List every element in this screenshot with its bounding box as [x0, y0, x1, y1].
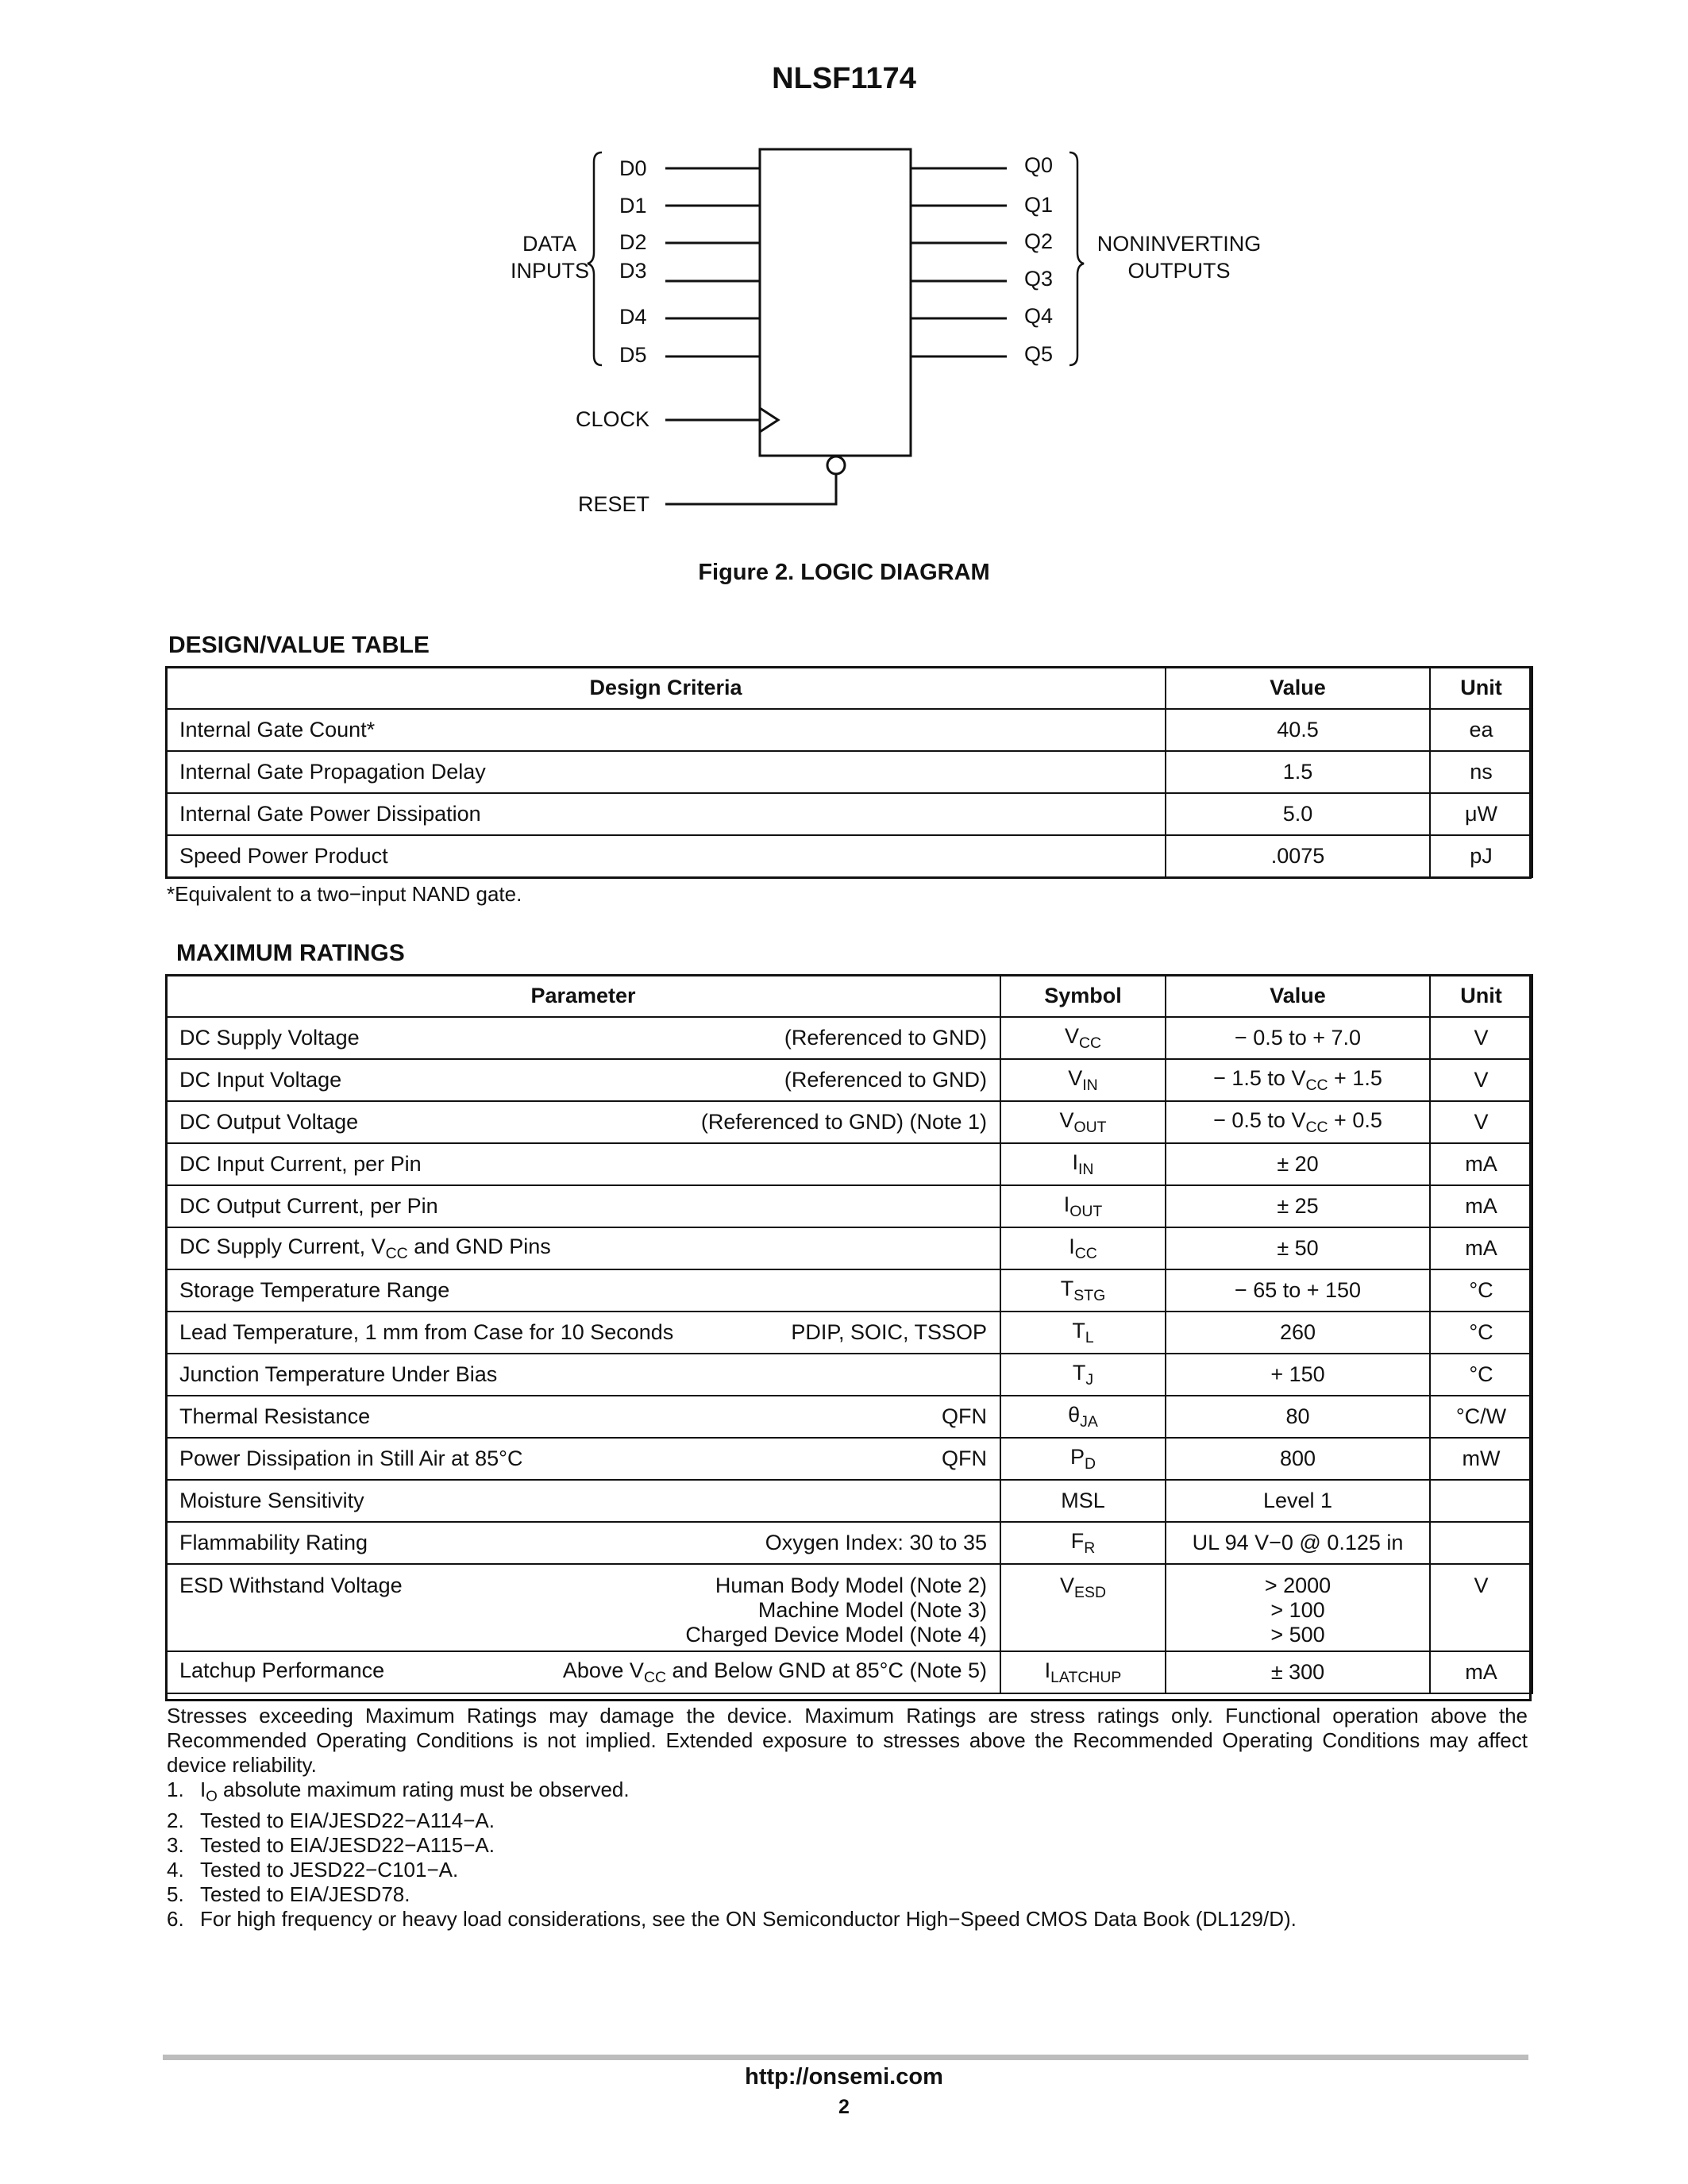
table-row — [166, 1143, 1532, 1185]
input-label-d2: D2 — [619, 230, 647, 254]
param-name: Junction Temperature Under Bias — [166, 1354, 1000, 1396]
max-ratings-header-row — [166, 975, 1532, 1017]
input-brace — [588, 152, 602, 365]
header-value: Value — [1166, 975, 1430, 1017]
list-item: 6. For high frequency or heavy load considerations, see the ON Semiconductor High−Speed CMOS Data Book (DL129/D). — [167, 1906, 1297, 1931]
table-row — [166, 1354, 1532, 1396]
unit-cell: °C/W — [1430, 1396, 1532, 1438]
value-cell: ± 20 — [1166, 1143, 1430, 1185]
param-name: Power Dissipation in Still Air at 85°C — [179, 1446, 523, 1470]
design-criteria-cell: Internal Gate Count* — [166, 709, 1166, 751]
design-value-cell: 40.5 — [1166, 709, 1430, 751]
design-unit-cell: μW — [1430, 793, 1532, 835]
param-name: Moisture Sensitivity — [166, 1480, 1000, 1522]
symbol-cell: $V_{ESD}$ — [1000, 1564, 1166, 1651]
design-criteria-cell: Internal Gate Power Dissipation — [166, 793, 1166, 835]
input-label-d1: D1 — [619, 194, 647, 218]
param-name: DC Supply Current, $V_{CC}$ and GND Pins — [166, 1227, 1000, 1269]
header-symbol: Symbol — [1000, 975, 1166, 1017]
param-condition: (Referenced to GND) — [784, 1026, 987, 1050]
table-row — [166, 1438, 1532, 1480]
value-cell: 800 — [1166, 1438, 1430, 1480]
clock-label: CLOCK — [575, 407, 649, 431]
output-brace — [1069, 152, 1084, 365]
list-item: 2. Tested to EIA/JESD22−A114−A. — [167, 1808, 495, 1832]
figure-caption: Figure 2. LOGIC DIAGRAM — [698, 560, 990, 585]
unit-cell: °C — [1430, 1312, 1532, 1354]
param-condition: Above $V_{CC}$ and Below GND at 85°C (Note 5) — [562, 1658, 987, 1686]
param-condition: Oxygen Index: 30 to 35 — [765, 1531, 987, 1554]
value-cell: 80 — [1166, 1396, 1430, 1438]
output-label-q0: Q0 — [1024, 153, 1054, 177]
unit-cell: mA — [1430, 1185, 1532, 1227]
param-name: Storage Temperature Range — [166, 1269, 1000, 1312]
table-row — [166, 1651, 1532, 1693]
param-name: DC Output Current, per Pin — [166, 1185, 1000, 1227]
table-row — [166, 1564, 1532, 1651]
param-name: DC Input Voltage — [179, 1068, 342, 1092]
list-item: 1. $I_O$ absolute maximum rating must be observed. — [167, 1778, 630, 1805]
output-label-q3: Q3 — [1024, 267, 1054, 291]
unit-cell: °C — [1430, 1354, 1532, 1396]
value-cell: − 65 to + 150 — [1166, 1269, 1430, 1312]
output-label-q1: Q1 — [1024, 193, 1054, 217]
value-cell: 260 — [1166, 1312, 1430, 1354]
output-label-q4: Q4 — [1024, 304, 1054, 328]
design-unit-cell: pJ — [1430, 835, 1532, 877]
table-row — [166, 1227, 1532, 1269]
symbol-cell: MSL — [1000, 1480, 1166, 1522]
reset-bubble — [827, 456, 845, 474]
symbol-cell: $F_R$ — [1000, 1522, 1166, 1564]
max-ratings-table — [165, 974, 1533, 1694]
footer-link[interactable]: http://onsemi.com — [745, 2064, 943, 2090]
stress-note: Stresses exceeding Maximum Ratings may damage the device. Maximum Ratings are stress ratings only. Functional operation above the Recommended Operating Conditions is not implied. Extended exposure to stresses above the Recommended Operating Conditions may affect device reliability. — [167, 1704, 1528, 1777]
design-table-footnote: *Equivalent to a two−input NAND gate. — [167, 882, 522, 906]
design-unit-cell: ea — [1430, 709, 1532, 751]
param-name: DC Output Voltage — [179, 1110, 359, 1134]
design-value-cell: 1.5 — [1166, 751, 1430, 793]
symbol-cell: $P_D$ — [1000, 1438, 1166, 1480]
value-cell: UL 94 V−0 @ 0.125 in — [1166, 1522, 1430, 1564]
symbol-cell: $T_L$ — [1000, 1312, 1166, 1354]
table-row — [166, 751, 1532, 793]
clock-triangle — [760, 408, 778, 432]
symbol-cell: $I_{CC}$ — [1000, 1227, 1166, 1269]
page-number: 2 — [838, 2096, 850, 2118]
param-name: DC Input Current, per Pin — [166, 1143, 1000, 1185]
table-row — [166, 1480, 1532, 1522]
param-condition: PDIP, SOIC, TSSOP — [791, 1320, 987, 1344]
symbol-cell: $T_J$ — [1000, 1354, 1166, 1396]
input-label-d3: D3 — [619, 259, 647, 283]
value-cell: − 0.5 to $V_{CC} + 0.5$ — [1166, 1101, 1430, 1143]
value-cell: ± 50 — [1166, 1227, 1430, 1269]
param-name: Latchup Performance — [179, 1658, 385, 1682]
footer-rule — [163, 2055, 1528, 2060]
unit-cell: mW — [1430, 1438, 1532, 1480]
table-row — [166, 1101, 1532, 1143]
unit-cell: mA — [1430, 1651, 1532, 1693]
input-label-d5: D5 — [619, 343, 647, 367]
design-table-header-row — [166, 667, 1532, 709]
value-cell: ± 25 — [1166, 1185, 1430, 1227]
design-header-criteria: Design Criteria — [166, 667, 1166, 709]
table-row — [166, 1312, 1532, 1354]
output-label-q2: Q2 — [1024, 229, 1054, 253]
input-label-d4: D4 — [619, 305, 647, 329]
outputs-label-1: NONINVERTING — [1096, 232, 1262, 256]
design-value-cell: .0075 — [1166, 835, 1430, 877]
design-header-unit: Unit — [1430, 667, 1532, 709]
param-name: Flammability Rating — [179, 1531, 368, 1554]
list-item: 5. Tested to EIA/JESD78. — [167, 1882, 410, 1906]
param-name: DC Supply Voltage — [179, 1026, 360, 1050]
unit-cell: V — [1430, 1564, 1532, 1651]
input-lines — [665, 168, 760, 356]
table-row — [166, 1522, 1532, 1564]
unit-cell: mA — [1430, 1227, 1532, 1269]
max-ratings-title: MAXIMUM RATINGS — [176, 940, 405, 966]
param-name: ESD Withstand Voltage — [179, 1573, 403, 1597]
param-condition: (Referenced to GND) (Note 1) — [700, 1110, 987, 1134]
design-value-table — [165, 666, 1533, 878]
table-row — [166, 1185, 1532, 1227]
value-cell: + 150 — [1166, 1354, 1430, 1396]
table-row — [166, 1017, 1532, 1059]
value-cell: − 1.5 to $V_{CC} + 1.5$ — [1166, 1059, 1430, 1101]
reset-line — [665, 474, 836, 504]
design-criteria-cell: Speed Power Product — [166, 835, 1166, 877]
symbol-cell: $T_{STG}$ — [1000, 1269, 1166, 1312]
symbol-cell: $V_{IN}$ — [1000, 1059, 1166, 1101]
design-table-title: DESIGN/VALUE TABLE — [168, 632, 430, 658]
param-name: Lead Temperature, 1 mm from Case for 10 Seconds — [179, 1320, 674, 1344]
output-label-q5: Q5 — [1024, 342, 1054, 366]
outputs-label-2: OUTPUTS — [1127, 259, 1231, 283]
param-condition: QFN — [942, 1446, 987, 1470]
list-item: 3. Tested to EIA/JESD22−A115−A. — [167, 1832, 495, 1857]
symbol-cell: $I_{IN}$ — [1000, 1143, 1166, 1185]
design-header-value: Value — [1166, 667, 1430, 709]
header-parameter: Parameter — [166, 975, 1000, 1017]
table-row — [166, 1269, 1532, 1312]
unit-cell: V — [1430, 1017, 1532, 1059]
table-row — [166, 793, 1532, 835]
register-block — [760, 149, 911, 456]
param-condition: QFN — [942, 1404, 987, 1428]
symbol-cell: $\theta_{JA}$ — [1000, 1396, 1166, 1438]
output-lines — [911, 168, 1007, 356]
data-inputs-label-2: INPUTS — [510, 259, 589, 283]
header-unit: Unit — [1430, 975, 1532, 1017]
unit-cell — [1430, 1522, 1532, 1564]
unit-cell — [1430, 1480, 1532, 1522]
notes-list — [167, 1778, 1528, 1932]
value-cell: Level 1 — [1166, 1480, 1430, 1522]
symbol-cell: $V_{CC}$ — [1000, 1017, 1166, 1059]
reset-label: RESET — [577, 492, 649, 516]
param-condition: (Referenced to GND) — [784, 1068, 987, 1092]
symbol-cell: $I_{LATCHUP}$ — [1000, 1651, 1166, 1693]
value-cell: ± 300 — [1166, 1651, 1430, 1693]
page-title: NLSF1174 — [772, 62, 916, 95]
design-criteria-cell: Internal Gate Propagation Delay — [166, 751, 1166, 793]
unit-cell: V — [1430, 1059, 1532, 1101]
design-value-cell: 5.0 — [1166, 793, 1430, 835]
value-cell: > 2000 > 100 > 500 — [1166, 1564, 1430, 1651]
logic-diagram — [0, 0, 1688, 556]
unit-cell: V — [1430, 1101, 1532, 1143]
table-row — [166, 835, 1532, 877]
input-label-d0: D0 — [619, 156, 647, 180]
list-item: 4. Tested to JESD22−C101−A. — [167, 1857, 459, 1882]
param-name: Thermal Resistance — [179, 1404, 371, 1428]
table-row — [166, 1396, 1532, 1438]
table-row — [166, 1059, 1532, 1101]
table-row — [166, 709, 1532, 751]
data-inputs-label-1: DATA — [522, 232, 576, 256]
unit-cell: mA — [1430, 1143, 1532, 1185]
value-cell: − 0.5 to + 7.0 — [1166, 1017, 1430, 1059]
symbol-cell: $V_{OUT}$ — [1000, 1101, 1166, 1143]
unit-cell: °C — [1430, 1269, 1532, 1312]
symbol-cell: $I_{OUT}$ — [1000, 1185, 1166, 1227]
param-condition: Human Body Model (Note 2) Machine Model (Note 3) Charged Device Model (Note 4) — [685, 1573, 987, 1647]
design-unit-cell: ns — [1430, 751, 1532, 793]
